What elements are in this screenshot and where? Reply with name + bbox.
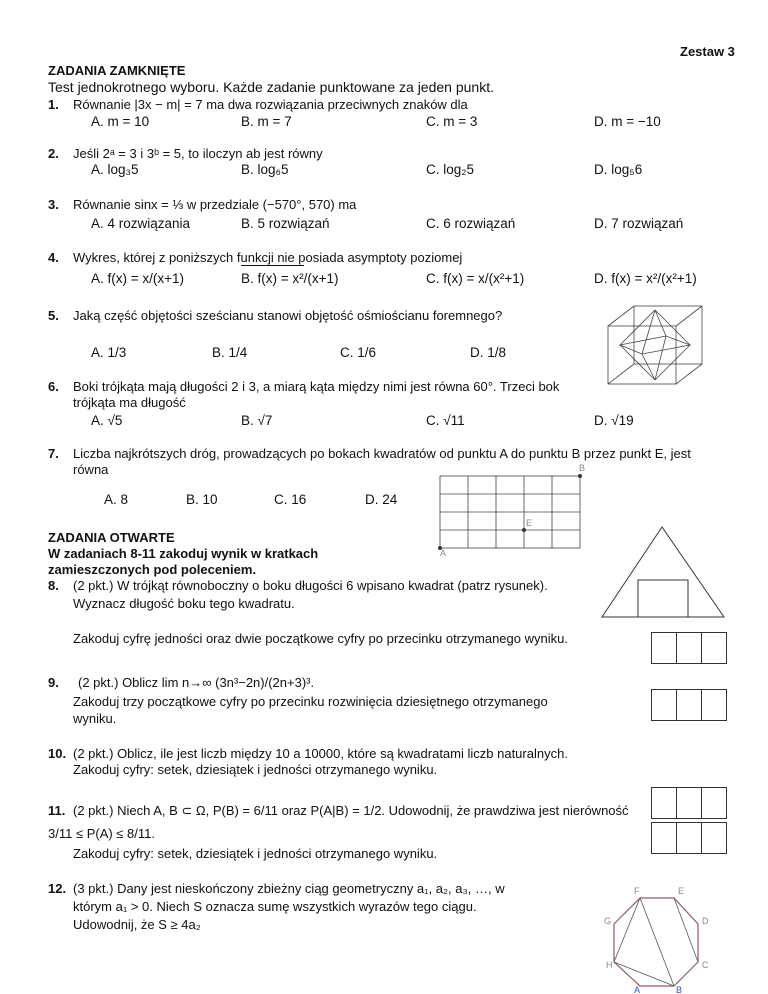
vertex-a-label: A	[634, 985, 641, 994]
vertex-g-label: G	[604, 916, 612, 926]
cube-octahedron-figure	[600, 296, 715, 396]
open-section-intro-2: zamieszczonych pod poleceniem.	[48, 562, 257, 577]
q5-option-c[interactable]: C. 1/6	[340, 345, 377, 360]
q8-answer-boxes[interactable]	[651, 632, 727, 664]
q7-number: 7.	[48, 446, 59, 461]
q9-answer-boxes[interactable]	[651, 689, 727, 721]
q5-option-b[interactable]: B. 1/4	[212, 345, 248, 360]
vertex-f-label: F	[634, 886, 640, 896]
vertex-d-label: D	[702, 916, 709, 926]
q7-text-line2: równa	[73, 462, 109, 477]
q5-option-a[interactable]: A. 1/3	[91, 345, 127, 360]
q8-text-line3: Zakoduj cyfrę jedności oraz dwie początkowe cyfry po przecinku otrzymanego wyniku.	[73, 631, 568, 646]
q1-option-b[interactable]: B. m = 7	[241, 114, 292, 129]
q4-option-b[interactable]: B. f(x) = x²/(x+1)	[241, 271, 339, 286]
q3-option-b[interactable]: B. 5 rozwiązań	[241, 216, 330, 231]
q10-text-line1: (2 pkt.) Oblicz, ile jest liczb między 10 a 10000, które są kwadratami liczb naturalnych.	[73, 746, 568, 761]
q3-text: Równanie sinx = ⅓ w przedziale (−570°, 570) ma	[73, 197, 357, 212]
vertex-h-label: H	[606, 960, 613, 970]
q10-number: 10.	[48, 746, 67, 761]
q6-option-a[interactable]: A. √5	[91, 413, 123, 428]
q2-number: 2.	[48, 146, 59, 161]
q1-option-d[interactable]: D. m = −10	[594, 114, 661, 129]
q4-option-c[interactable]: C. f(x) = x/(x²+1)	[426, 271, 525, 286]
q3-number: 3.	[48, 197, 59, 212]
q1-number: 1.	[48, 97, 59, 112]
q4-text: Wykres, której z poniższych funkcji nie posiada asymptoty poziomej	[73, 250, 463, 265]
q9-text-line3: wyniku.	[73, 711, 117, 726]
q2-text: Jeśli 2ᵃ = 3 i 3ᵇ = 5, to iloczyn ab jest równy	[73, 146, 323, 161]
q9-number: 9.	[48, 675, 59, 690]
q11-text-line1: (2 pkt.) Niech A, B ⊂ Ω, P(B) = 6/11 oraz P(A|B) = 1/2. Udowodnij, że prawdziwa jest nierówność	[73, 803, 629, 818]
q12-text-line1: (3 pkt.) Dany jest nieskończony zbieżny ciąg geometryczny a₁, a₂, a₃, …, w	[73, 881, 505, 896]
q2-option-c[interactable]: C. log₂5	[426, 162, 475, 177]
q2-option-d[interactable]: D. log₅6	[594, 162, 643, 177]
q4-option-d[interactable]: D. f(x) = x²/(x²+1)	[594, 271, 697, 286]
vertex-c-label: C	[702, 960, 709, 970]
q4-underline	[241, 265, 304, 266]
q4-option-a[interactable]: A. f(x) = x/(x+1)	[91, 271, 185, 286]
q12-number: 12.	[48, 881, 67, 896]
q8-text-line2: Wyznacz długość boku tego kwadratu.	[73, 596, 295, 611]
q6-option-d[interactable]: D. √19	[594, 413, 634, 428]
q7-option-c[interactable]: C. 16	[274, 492, 307, 507]
q5-number: 5.	[48, 308, 59, 323]
q5-text: Jaką część objętości sześcianu stanowi objętość ośmiościanu foremnego?	[73, 308, 503, 323]
q3-option-d[interactable]: D. 7 rozwiązań	[594, 216, 684, 231]
point-e-marker	[522, 528, 526, 532]
q4-number: 4.	[48, 250, 59, 265]
q1-option-c[interactable]: C. m = 3	[426, 114, 478, 129]
q3-option-c[interactable]: C. 6 rozwiązań	[426, 216, 516, 231]
open-section-intro-1: W zadaniach 8-11 zakoduj wynik w kratkach	[48, 546, 319, 561]
q6-option-b[interactable]: B. √7	[241, 413, 273, 428]
q7-text-line1: Liczba najkrótszych dróg, prowadzących po bokach kwadratów od punktu A do punktu B przez punkt E, jest	[73, 446, 691, 461]
q2-option-b[interactable]: B. log₆5	[241, 162, 289, 177]
closed-section-intro: Test jednokrotnego wyboru. Każde zadanie punktowane za jeden punkt.	[48, 79, 494, 95]
q3-option-a[interactable]: A. 4 rozwiązania	[91, 216, 191, 231]
triangle-square-figure	[600, 525, 730, 620]
point-b-marker	[578, 474, 582, 478]
open-section-title: ZADANIA OTWARTE	[48, 530, 175, 545]
q8-number: 8.	[48, 578, 59, 593]
closed-section-title: ZADANIA ZAMKNIĘTE	[48, 63, 186, 78]
q10-text-line2: Zakoduj cyfry: setek, dziesiątek i jedności otrzymanego wyniku.	[73, 762, 438, 777]
vertex-b-label: B	[676, 985, 683, 994]
q6-option-c[interactable]: C. √11	[426, 413, 465, 428]
q7-option-b[interactable]: B. 10	[186, 492, 218, 507]
q7-option-a[interactable]: A. 8	[104, 492, 129, 507]
point-b-label: B	[579, 463, 586, 473]
point-e-label: E	[526, 518, 533, 528]
q11-number: 11.	[48, 803, 66, 818]
q12-text-line3: Udowodnij, że S ≥ 4a₂	[73, 917, 201, 932]
path-grid-figure	[438, 463, 588, 559]
q11-text-line3: Zakoduj cyfry: setek, dziesiątek i jedności otrzymanego wyniku.	[73, 846, 438, 861]
q9-text-line2: Zakoduj trzy początkowe cyfry po przecinku rozwinięcia dziesiętnego otrzymanego	[73, 694, 548, 709]
q6-text-line1: Boki trójkąta mają długości 2 i 3, a miarą kąta między nimi jest równa 60°. Trzeci bok	[73, 379, 560, 394]
q6-text-line2: trójkąta ma długość	[73, 395, 186, 410]
q1-option-a[interactable]: A. m = 10	[91, 114, 150, 129]
q8-text-line1: (2 pkt.) W trójkąt równoboczny o boku długości 6 wpisano kwadrat (patrz rysunek).	[73, 578, 548, 593]
q5-option-d[interactable]: D. 1/8	[470, 345, 507, 360]
q6-number: 6.	[48, 379, 59, 394]
q10-answer-boxes[interactable]	[651, 787, 727, 819]
q11-text-line2: 3/11 ≤ P(A) ≤ 8/11.	[48, 826, 156, 841]
q12-text-line2: którym a₁ > 0. Niech S oznacza sumę wszystkich wyrazów tego ciągu.	[73, 899, 477, 914]
q9-text-line1: (2 pkt.) Oblicz lim n→∞ (3n³−2n)/(2n+3)³.	[78, 675, 315, 690]
q11-answer-boxes[interactable]	[651, 822, 727, 854]
octagon-figure	[598, 876, 718, 994]
set-label: Zestaw 3	[680, 44, 735, 59]
q2-option-a[interactable]: A. log₃5	[91, 162, 139, 177]
point-a-label: A	[440, 548, 447, 558]
q1-text: Równanie |3x − m| = 7 ma dwa rozwiązania przeciwnych znaków dla	[73, 97, 468, 112]
q7-option-d[interactable]: D. 24	[365, 492, 398, 507]
vertex-e-label: E	[678, 886, 685, 896]
